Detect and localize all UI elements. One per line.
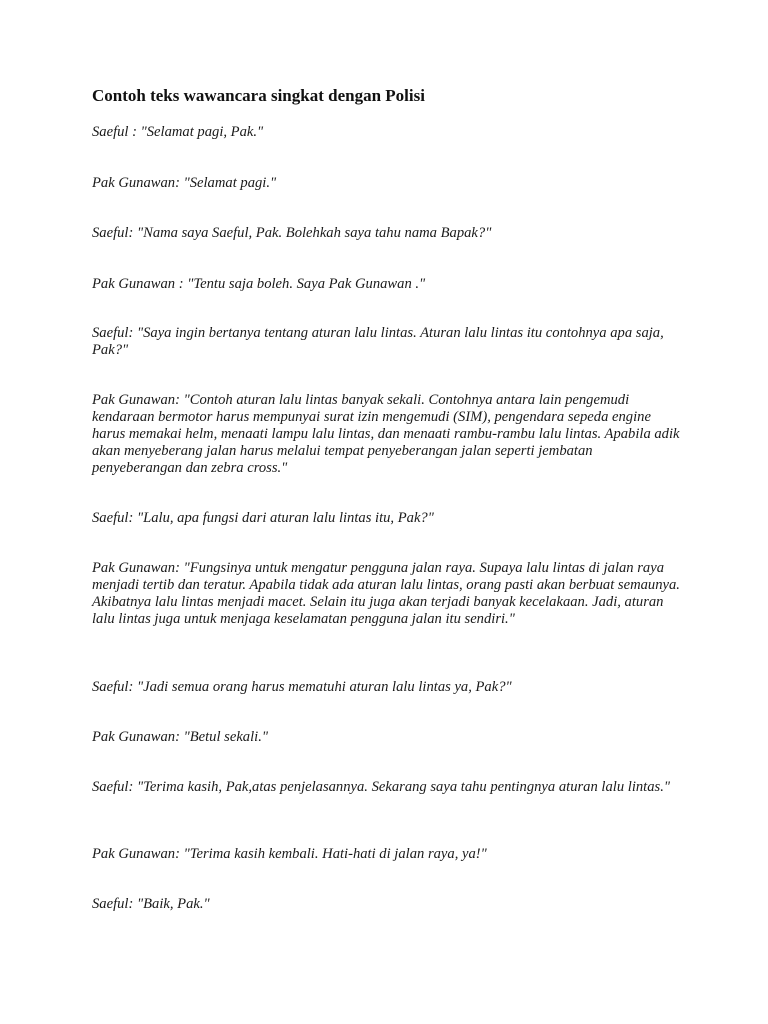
document-title: Contoh teks wawancara singkat dengan Polisi — [92, 86, 425, 105]
dialogue-line: Pak Gunawan: "Betul sekali." — [92, 729, 268, 745]
dialogue-line: Saeful: "Terima kasih, Pak,atas penjelasannya. Sekarang saya tahu pentingnya aturan lalu lintas." — [92, 779, 670, 795]
dialogue-line: Pak Gunawan : "Tentu saja boleh. Saya Pak Gunawan ." — [92, 276, 426, 292]
dialogue-line: Pak Gunawan: "Terima kasih kembali. Hati-hati di jalan raya, ya!" — [92, 846, 487, 862]
dialogue-line: Pak Gunawan: "Fungsinya untuk mengatur pengguna jalan raya. Supaya lalu lintas di jalan raya menjadi tertib dan teratur. Apabila tidak ada aturan lalu lintas, orang pasti akan berbuat semaunya. Akibatnya lalu lintas menjadi macet. Selain itu juga akan terjadi banyak kecelakaan. Jadi, aturan lalu lintas juga untuk menjaga keselamatan pengguna jalan itu sendiri." — [92, 560, 680, 627]
dialogue-line: Saeful: "Baik, Pak." — [92, 896, 210, 912]
dialogue-line: Saeful: "Jadi semua orang harus mematuhi aturan lalu lintas ya, Pak?" — [92, 679, 512, 695]
dialogue-line: Pak Gunawan: "Contoh aturan lalu lintas banyak sekali. Contohnya antara lain pengemudi kendaraan bermotor harus mempunyai surat izin mengemudi (SIM), pengendara sepeda engine harus memakai helm, menaati lampu lalu lintas, dan menaati rambu-rambu lalu lintas. Apabila adik akan menyeberang jalan harus melalui tempat penyeberangan jalan seperti jembatan penyeberangan dan zebra cross." — [92, 392, 680, 476]
dialogue-line: Saeful: "Nama saya Saeful, Pak. Bolehkah saya tahu nama Bapak?" — [92, 225, 492, 241]
dialogue-line: Saeful: "Saya ingin bertanya tentang aturan lalu lintas. Aturan lalu lintas itu contohnya apa saja, Pak?" — [92, 325, 664, 358]
dialogue-line: Pak Gunawan: "Selamat pagi." — [92, 175, 277, 191]
dialogue-line: Saeful: "Lalu, apa fungsi dari aturan lalu lintas itu, Pak?" — [92, 510, 434, 526]
dialogue-line: Saeful : "Selamat pagi, Pak." — [92, 124, 264, 140]
